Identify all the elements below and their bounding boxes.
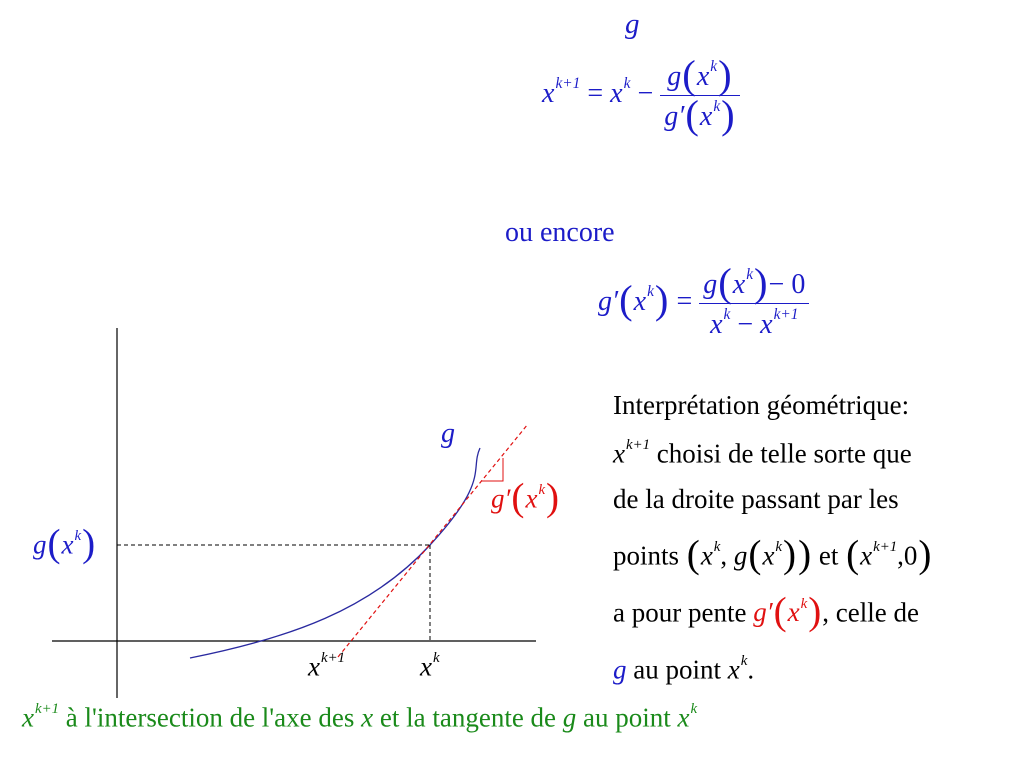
- newton-formula: $x^{k+1} = x^k$ − $\frac{g(x^k)}{g'(x^k)}$: [542, 58, 740, 133]
- footer-caption: $x^{k+1}$ à l'intersection de l'axe des x et la tangente de g au point $x^k$: [22, 701, 698, 733]
- x-next-label: $x^{k+1}$: [308, 650, 346, 682]
- interpretation-line-2: $x^{k+1}$ choisi de telle sorte que: [613, 437, 912, 469]
- tangent-slope-label: $g'(x^k)$: [491, 476, 560, 520]
- interpretation-title: Interprétation géométrique:: [613, 390, 910, 420]
- interpretation-line-5: a pour pente $g'(x^k)$, celle de: [613, 590, 919, 634]
- interpretation-line-3: de la droite passant par les: [613, 484, 899, 514]
- interpretation-line-6: g au point $x^k$.: [613, 653, 755, 685]
- x-k-label: $x^k$: [420, 650, 440, 682]
- interpretation-line-4: points ($x^k$, $g(x^k)$) et $(x^{k+1},0)$: [613, 533, 932, 577]
- function-curve: [190, 448, 480, 658]
- y-value-label: $g(x^k)$: [33, 522, 96, 566]
- tangent-line: [338, 424, 528, 657]
- top-g-label: g: [625, 8, 640, 40]
- ou-encore-text: ou encore: [505, 217, 615, 248]
- curve-g-label: g: [441, 418, 455, 449]
- derivative-formula: $g'(x^k)$ = $\frac{g(x^k)- 0}{x^k - x^{k+1}}$: [598, 266, 809, 341]
